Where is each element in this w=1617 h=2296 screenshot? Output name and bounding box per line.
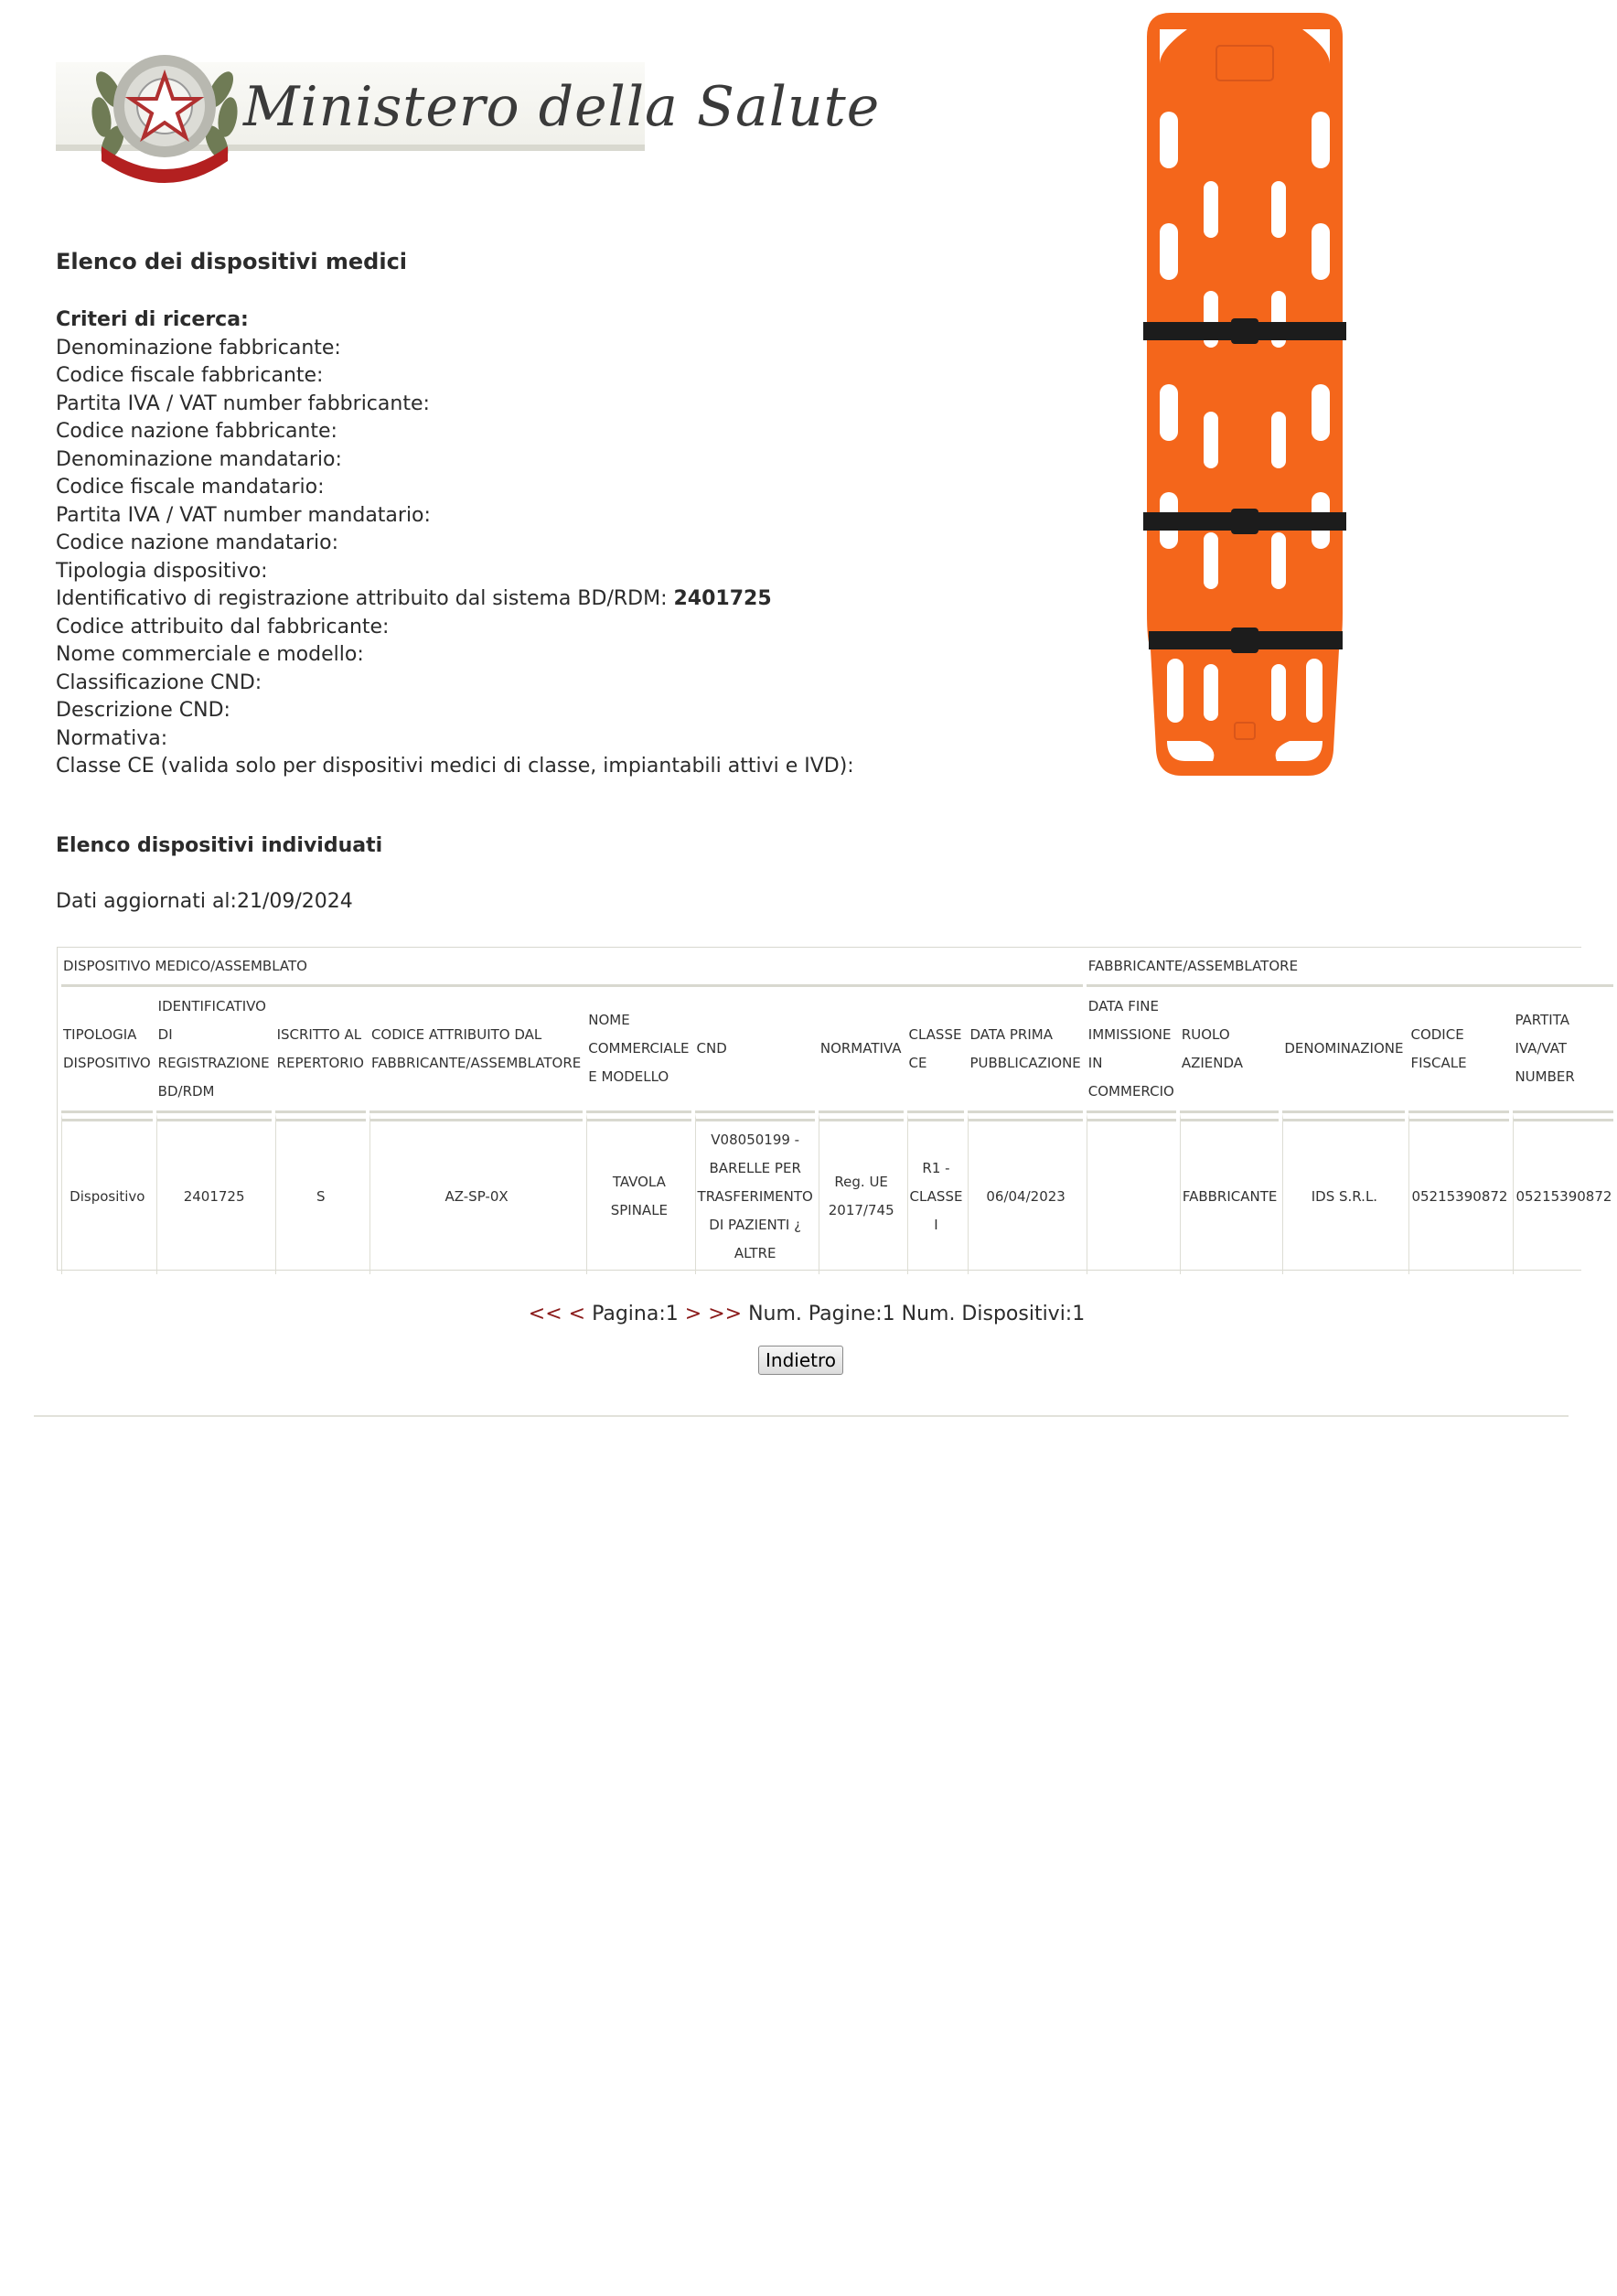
last-page-link[interactable]: >> <box>708 1303 743 1325</box>
cell-company-name: IDS S.R.L. <box>1282 1113 1405 1274</box>
search-criteria <box>56 306 854 781</box>
criteria-row: Classe CE (valida solo per dispositivi medici di classe, impiantabili attivi e IVD): <box>56 755 854 778</box>
devices-table <box>58 948 1617 1274</box>
cell-manufacturer-code: AZ-SP-0X <box>369 1113 583 1274</box>
criteria-row: Codice attribuito dal fabbricante: <box>56 615 390 638</box>
criteria-row: Classificazione CND: <box>56 671 262 694</box>
criteria-row: Partita IVA / VAT number mandatario: <box>56 503 431 527</box>
column-header: CODICE FISCALE <box>1408 987 1509 1113</box>
group-header-device: DISPOSITIVO MEDICO/ASSEMBLATO <box>61 948 1083 987</box>
column-header: DATA PRIMA PUBBLICAZIONE <box>968 987 1082 1113</box>
column-header: TIPOLOGIA DISPOSITIVO <box>61 987 153 1113</box>
criteria-row: Codice nazione fabbricante: <box>56 420 337 443</box>
cell-company-role: FABBRICANTE <box>1180 1113 1280 1274</box>
page-title: Elenco dei dispositivi medici <box>56 249 408 274</box>
cell-device-type: Dispositivo <box>61 1113 153 1274</box>
criteria-row: Codice nazione mandatario: <box>56 531 338 554</box>
cell-repertory: S <box>275 1113 366 1274</box>
column-header: CND <box>695 987 815 1113</box>
device-count: Num. Dispositivi:1 <box>901 1303 1086 1325</box>
current-page: Pagina:1 <box>592 1303 679 1325</box>
page-count: Num. Pagine:1 <box>748 1303 895 1325</box>
column-header: CODICE ATTRIBUITO DAL FABBRICANTE/ASSEMBLATORE <box>369 987 583 1113</box>
criteria-row: Nome commerciale e modello: <box>56 643 364 666</box>
devices-table-container[interactable] <box>57 947 1612 1271</box>
cell-registration-id: 2401725 <box>156 1113 272 1274</box>
column-header: RUOLO AZIENDA <box>1180 987 1280 1113</box>
criteria-row: Codice fiscale fabbricante: <box>56 364 324 387</box>
criteria-row: Normativa: <box>56 726 168 750</box>
criteria-row: Denominazione fabbricante: <box>56 336 341 359</box>
cell-tax-code: 05215390872 <box>1408 1113 1509 1274</box>
table-row <box>61 1113 1613 1274</box>
column-header: DENOMINAZIONE <box>1282 987 1405 1113</box>
emblem-icon <box>81 35 248 185</box>
cell-vat-number: 05215390872 <box>1513 1113 1613 1274</box>
cell-cnd: V08050199 - BARELLE PER TRASFERIMENTO DI PAZIENTI ¿ ALTRE <box>695 1113 815 1274</box>
criteria-row-registration-id: Identificativo di registrazione attribuito dal sistema BD/RDM: 2401725 <box>56 587 772 610</box>
footer-divider <box>34 1415 1569 1417</box>
cell-end-of-market <box>1087 1113 1176 1274</box>
ministry-logo <box>56 35 881 192</box>
cell-first-publication: 06/04/2023 <box>968 1113 1082 1274</box>
data-updated-date: Dati aggiornati al:21/09/2024 <box>56 890 353 913</box>
criteria-row: Denominazione mandatario: <box>56 447 342 471</box>
group-header-manufacturer: FABBRICANTE/ASSEMBLATORE <box>1087 948 1614 987</box>
criteria-title: Criteri di ricerca: <box>56 308 249 331</box>
cell-ce-class: R1 - CLASSE I <box>907 1113 965 1274</box>
criteria-row: Tipologia dispositivo: <box>56 559 268 583</box>
pagination <box>0 1303 1613 1325</box>
column-header: DATA FINE IMMISSIONE IN COMMERCIO <box>1087 987 1176 1113</box>
cell-regulation: Reg. UE 2017/745 <box>819 1113 904 1274</box>
criteria-row: Codice fiscale mandatario: <box>56 476 325 499</box>
logo-text: Ministero della Salute <box>243 75 881 139</box>
column-header: IDENTIFICATIVO DI REGISTRAZIONE BD/RDM <box>156 987 272 1113</box>
spine-board-image <box>1140 9 1350 778</box>
column-header: CLASSE CE <box>907 987 965 1113</box>
next-page-link[interactable]: > <box>684 1303 702 1325</box>
results-title: Elenco dispositivi individuati <box>56 834 383 857</box>
cell-trade-name: TAVOLA SPINALE <box>586 1113 691 1274</box>
column-header: NORMATIVA <box>819 987 904 1113</box>
criteria-row: Partita IVA / VAT number fabbricante: <box>56 392 430 415</box>
column-header: PARTITA IVA/VAT NUMBER <box>1513 987 1613 1113</box>
back-button[interactable]: Indietro <box>758 1346 843 1375</box>
column-header: ISCRITTO AL REPERTORIO <box>275 987 366 1113</box>
prev-page-link[interactable]: < <box>568 1303 586 1325</box>
first-page-link[interactable]: << <box>528 1303 562 1325</box>
criteria-row: Descrizione CND: <box>56 699 230 722</box>
column-header: NOME COMMERCIALE E MODELLO <box>586 987 691 1113</box>
